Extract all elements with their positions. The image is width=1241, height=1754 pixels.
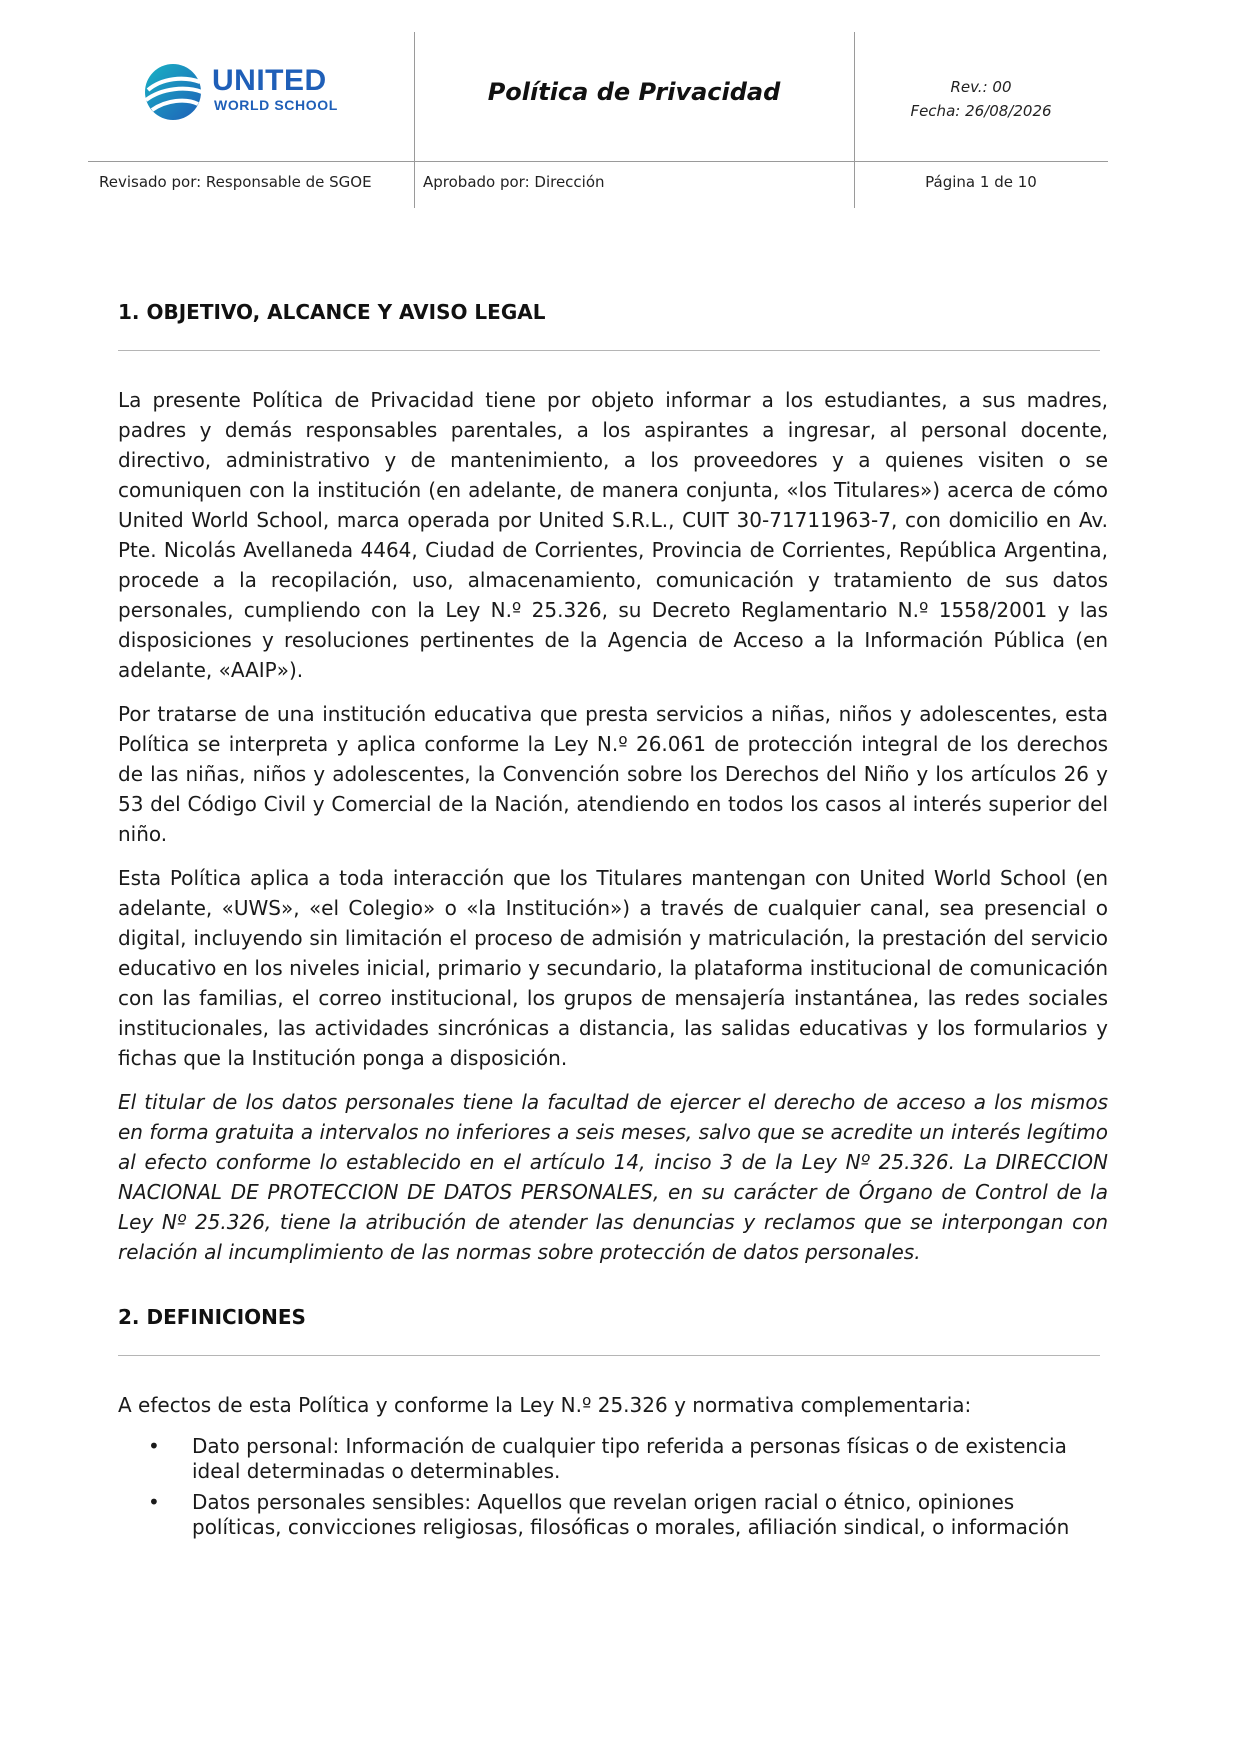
document-header <box>0 0 1241 210</box>
section-rule <box>118 350 1100 351</box>
paragraph: Esta Política aplica a toda interacción que los Titulares mantengan con United World School (en adelante, «UWS», «el Colegio» o «la Institución») a través de cualquier canal, sea presencial o digital, incluyendo sin limitación el proceso de admisión y matriculación, la prestación del servicio educativo en los niveles inicial, primario y secundario, la plataforma institucional de comunicación con las familias, el correo institucional, los grupos de mensajería instantánea, las redes sociales institucionales, las actividades sincrónicas a distancia, las salidas educativas y los formularios y fichas que la Institución ponga a disposición. <box>118 866 1108 1070</box>
section-heading: 2. DEFINICIONES <box>118 1305 306 1329</box>
definitions-list <box>118 1434 1108 1540</box>
list-item: • Datos personales sensibles: Aquellos que revelan origen racial o étnico, opiniones políticas, convicciones religiosas, filosóficas o morales, afiliación sindical, o información <box>118 1490 1108 1540</box>
paragraph: A efectos de esta Política y conforme la Ley N.º 25.326 y normativa complementaria: <box>118 1393 972 1417</box>
logo-text-united: UNITED <box>212 64 327 97</box>
document-body <box>118 300 1108 1540</box>
approved-by: Aprobado por: Dirección <box>423 173 605 191</box>
revision-number: Rev.: 00 <box>950 78 1012 96</box>
list-item: • Dato personal: Información de cualquier tipo referida a personas físicas o de existencia ideal determinadas o determinables. <box>118 1434 1108 1484</box>
paragraph: Por tratarse de una institución educativa que presta servicios a niñas, niños y adolescentes, esta Política se interpreta y aplica conforme la Ley N.º 26.061 de protección integral de los derechos de las niñas, niños y adolescentes, la Convención sobre los Derechos del Niño y los artículos 26 y 53 del Código Civil y Comercial de la Nación, atendiendo en todos los casos al interés superior del niño. <box>118 702 1108 846</box>
page-number: Página 1 de 10 <box>925 173 1037 191</box>
reviewed-by: Revisado por: Responsable de SGOE <box>99 173 372 191</box>
header-divider <box>88 161 1108 162</box>
document-title: Política de Privacidad <box>487 78 781 106</box>
header-divider <box>414 32 415 208</box>
section-rule <box>118 1355 1100 1356</box>
globe-logo-icon <box>140 60 206 124</box>
logo-text-world-school: WORLD SCHOOL <box>214 97 338 113</box>
school-logo <box>140 60 360 124</box>
revision-info <box>854 75 1108 123</box>
revision-date: Fecha: 26/08/2026 <box>910 102 1052 120</box>
paragraph: La presente Política de Privacidad tiene por objeto informar a los estudiantes, a sus madres, padres y demás responsables parentales, a los aspirantes a ingresar, al personal docente, directivo, administrativo y de mantenimiento, a los proveedores y a quienes visiten o se comuniquen con la institución (en adelante, de manera conjunta, «los Titulares») acerca de cómo United World School, marca operada por United S.R.L., CUIT 30-71711963-7, con domicilio en Av. Pte. Nicolás Avellaneda 4464, Ciudad de Corrientes, Provincia de Corrientes, República Argentina, procede a la recopilación, uso, almacenamiento, comunicación y tratamiento de sus datos personales, cumpliendo con la Ley N.º 25.326, su Decreto Reglamentario N.º 1558/2001 y las disposiciones y resoluciones pertinentes de la Agencia de Acceso a la Información Pública (en adelante, «AAIP»). <box>118 388 1108 682</box>
legal-notice: El titular de los datos personales tiene la facultad de ejercer el derecho de acceso a los mismos en forma gratuita a intervalos no inferiores a seis meses, salvo que se acredite un interés legítimo al efecto conforme lo establecido en el artículo 14, inciso 3 de la Ley Nº 25.326. La DIRECCION NACIONAL DE PROTECCION DE DATOS PERSONALES, en su carácter de Órgano de Control de la Ley Nº 25.326, tiene la atribución de atender las denuncias y reclamos que se interpongan con relación al incumplimiento de las normas sobre protección de datos personales. <box>118 1090 1108 1264</box>
section-heading: 1. OBJETIVO, ALCANCE Y AVISO LEGAL <box>118 300 546 324</box>
